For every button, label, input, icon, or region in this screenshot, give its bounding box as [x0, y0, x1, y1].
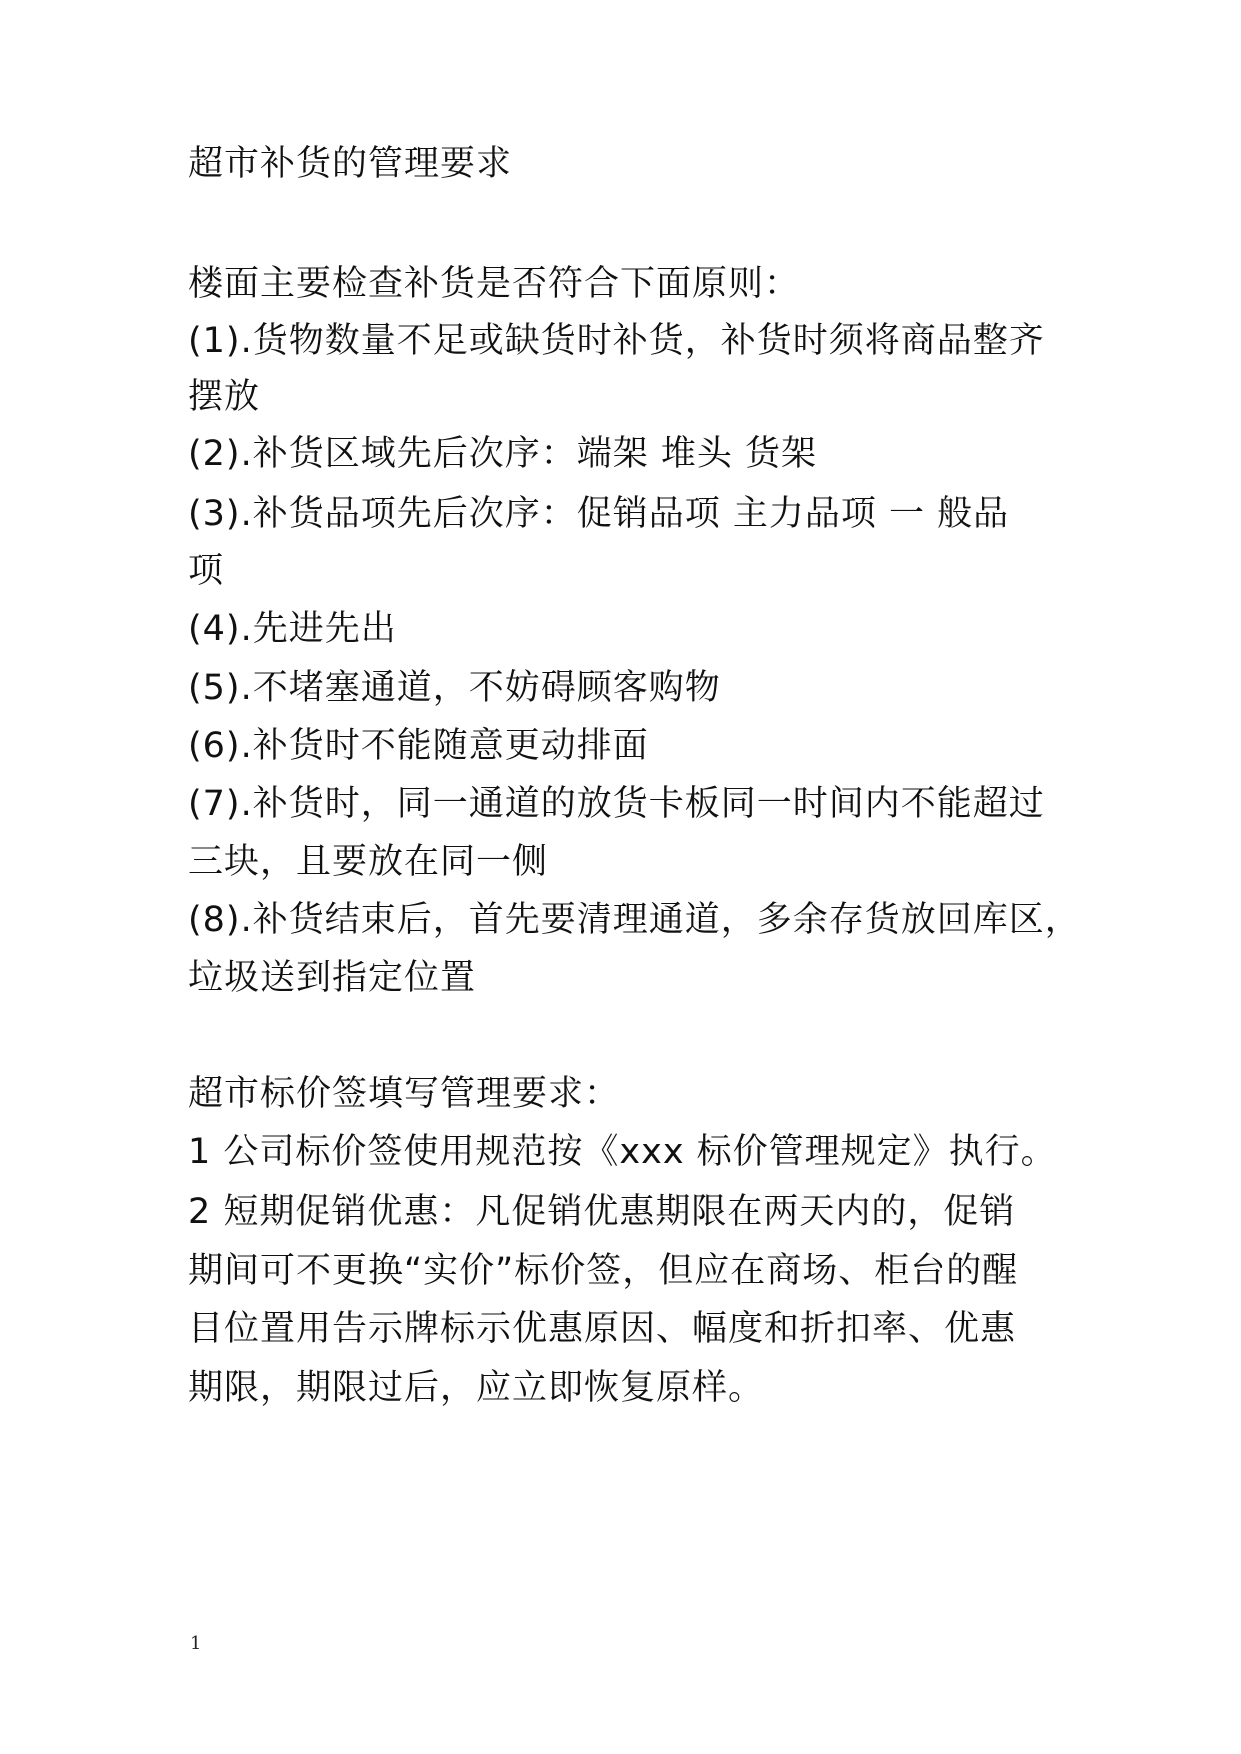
rule-8-line-2: 垃圾送到指定位置: [188, 958, 477, 998]
price-item-2-line-3: 目位置用告示牌标示优惠原因、幅度和折扣率、优惠: [188, 1309, 1017, 1349]
price-item-2-line-4: 期限，期限过后，应立即恢复原样。: [188, 1368, 765, 1408]
rule-5: (5).不堵塞通道，不妨碍顾客购物: [188, 668, 721, 708]
price-item-2-line-2: 期间可不更换“实价”标价签，但应在商场、柜台的醒: [188, 1251, 1019, 1291]
rule-1-line-2: 摆放: [188, 377, 261, 417]
price-item-2-line-1: 2 短期促销优惠：凡促销优惠期限在两天内的，促销: [188, 1192, 1016, 1232]
rule-2: (2).补货区域先后次序：端架 堆头 货架: [188, 434, 817, 474]
rule-3-line-2: 项: [188, 551, 225, 591]
rule-6: (6).补货时不能随意更动排面: [188, 726, 649, 766]
section-title-price-tag: 超市标价签填写管理要求：: [188, 1074, 621, 1114]
price-item-1: 1 公司标价签使用规范按《xxx 标价管理规定》执行。: [188, 1132, 1057, 1172]
rule-7-line-1: (7).补货时，同一通道的放货卡板同一时间内不能超过: [188, 784, 1045, 824]
rule-8-line-1: (8).补货结束后，首先要清理通道，多余存货放回库区，: [188, 900, 1081, 940]
page-number: 1: [190, 1633, 202, 1654]
rule-1-line-1: (1).货物数量不足或缺货时补货，补货时须将商品整齐: [188, 321, 1045, 361]
rule-7-line-2: 三块，且要放在同一侧: [188, 842, 549, 882]
restock-intro: 楼面主要检查补货是否符合下面原则：: [188, 264, 801, 304]
section-title-restock: 超市补货的管理要求: [188, 144, 513, 184]
rule-3-line-1: (3).补货品项先后次序：促销品项 主力品项 一 般品: [188, 494, 1010, 534]
rule-4: (4).先进先出: [188, 609, 397, 649]
